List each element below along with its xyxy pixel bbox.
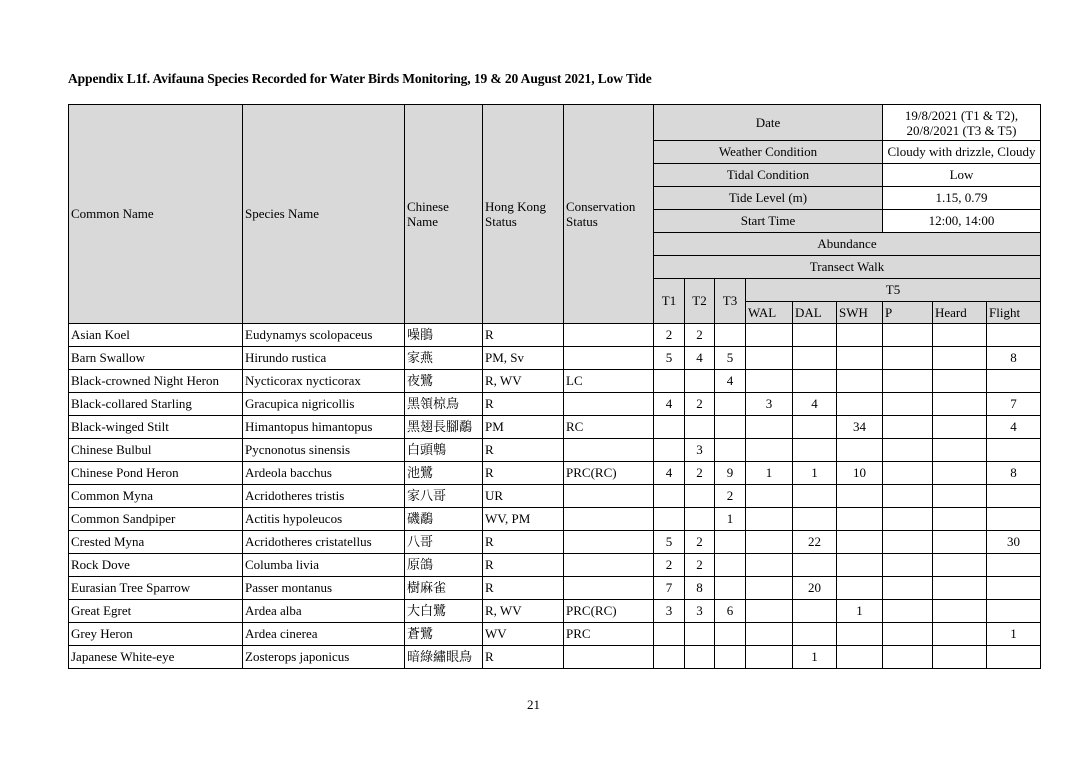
cell-dal (793, 554, 837, 577)
cell-p (883, 439, 933, 462)
cell-chinese-name: 家八哥 (405, 485, 483, 508)
header-conservation-status: Conservation Status (564, 105, 654, 324)
cell-chinese-name: 夜鷺 (405, 370, 483, 393)
cell-hk-status: UR (483, 485, 564, 508)
cell-t3 (715, 623, 746, 646)
cell-flight (987, 508, 1041, 531)
cell-p (883, 462, 933, 485)
cell-t2 (685, 508, 715, 531)
header-tide-level-label: Tide Level (m) (654, 187, 883, 210)
cell-heard (933, 393, 987, 416)
cell-t1: 2 (654, 554, 685, 577)
cell-p (883, 347, 933, 370)
cell-conservation-status: PRC (564, 623, 654, 646)
table-row (69, 416, 1041, 439)
page-number: 21 (527, 697, 540, 712)
cell-conservation-status: PRC(RC) (564, 600, 654, 623)
cell-species-name: Nycticorax nycticorax (243, 370, 405, 393)
cell-t2: 3 (685, 600, 715, 623)
cell-t1 (654, 485, 685, 508)
cell-conservation-status (564, 577, 654, 600)
avifauna-table (68, 104, 1041, 669)
header-date-value: 19/8/2021 (T1 & T2), 20/8/2021 (T3 & T5) (883, 105, 1041, 141)
cell-wal (746, 370, 793, 393)
cell-species-name: Passer montanus (243, 577, 405, 600)
cell-swh (837, 324, 883, 347)
cell-common-name: Black-crowned Night Heron (69, 370, 243, 393)
cell-dal: 1 (793, 462, 837, 485)
cell-swh: 1 (837, 600, 883, 623)
cell-species-name: Acridotheres tristis (243, 485, 405, 508)
cell-heard (933, 462, 987, 485)
cell-t2 (685, 646, 715, 669)
header-weather-value: Cloudy with drizzle, Cloudy (883, 141, 1041, 164)
cell-wal (746, 508, 793, 531)
cell-t2: 2 (685, 531, 715, 554)
cell-t3 (715, 439, 746, 462)
cell-t2: 2 (685, 462, 715, 485)
cell-t1 (654, 646, 685, 669)
cell-dal (793, 347, 837, 370)
cell-common-name: Common Myna (69, 485, 243, 508)
cell-dal: 20 (793, 577, 837, 600)
cell-flight: 30 (987, 531, 1041, 554)
header-species-name: Species Name (243, 105, 405, 324)
cell-heard (933, 531, 987, 554)
cell-chinese-name: 池鷺 (405, 462, 483, 485)
cell-dal (793, 508, 837, 531)
cell-conservation-status (564, 393, 654, 416)
cell-swh: 34 (837, 416, 883, 439)
header-wal: WAL (746, 302, 793, 324)
cell-t1 (654, 439, 685, 462)
header-heard: Heard (933, 302, 987, 324)
header-t1: T1 (654, 279, 685, 324)
cell-hk-status: R (483, 393, 564, 416)
cell-common-name: Eurasian Tree Sparrow (69, 577, 243, 600)
cell-conservation-status (564, 347, 654, 370)
cell-t1 (654, 370, 685, 393)
cell-heard (933, 646, 987, 669)
cell-conservation-status: RC (564, 416, 654, 439)
cell-dal (793, 439, 837, 462)
cell-wal (746, 439, 793, 462)
cell-t2: 8 (685, 577, 715, 600)
cell-common-name: Great Egret (69, 600, 243, 623)
cell-wal (746, 600, 793, 623)
header-tidal-label: Tidal Condition (654, 164, 883, 187)
appendix-title: Appendix L1f. Avifauna Species Recorded for Water Birds Monitoring, 19 & 20 August 2021, Low Tide (68, 71, 652, 86)
cell-heard (933, 485, 987, 508)
cell-swh (837, 439, 883, 462)
cell-t3 (715, 324, 746, 347)
cell-wal (746, 531, 793, 554)
header-t2: T2 (685, 279, 715, 324)
cell-conservation-status (564, 508, 654, 531)
cell-chinese-name: 噪鵑 (405, 324, 483, 347)
cell-common-name: Grey Heron (69, 623, 243, 646)
cell-conservation-status (564, 485, 654, 508)
cell-common-name: Barn Swallow (69, 347, 243, 370)
table-row (69, 393, 1041, 416)
cell-heard (933, 370, 987, 393)
header-hk-status: Hong Kong Status (483, 105, 564, 324)
cell-hk-status: R (483, 554, 564, 577)
cell-hk-status: R (483, 531, 564, 554)
table-row (69, 370, 1041, 393)
cell-flight: 8 (987, 347, 1041, 370)
header-swh: SWH (837, 302, 883, 324)
cell-common-name: Japanese White-eye (69, 646, 243, 669)
cell-swh (837, 623, 883, 646)
cell-wal (746, 324, 793, 347)
header-tide-level-value: 1.15, 0.79 (883, 187, 1041, 210)
cell-conservation-status: LC (564, 370, 654, 393)
cell-common-name: Black-winged Stilt (69, 416, 243, 439)
header-flight: Flight (987, 302, 1041, 324)
cell-p (883, 324, 933, 347)
cell-common-name: Rock Dove (69, 554, 243, 577)
cell-dal (793, 485, 837, 508)
header-start-time-label: Start Time (654, 210, 883, 233)
cell-hk-status: PM, Sv (483, 347, 564, 370)
cell-species-name: Zosterops japonicus (243, 646, 405, 669)
cell-heard (933, 324, 987, 347)
cell-t1: 3 (654, 600, 685, 623)
cell-p (883, 600, 933, 623)
cell-species-name: Ardeola bacchus (243, 462, 405, 485)
header-weather-label: Weather Condition (654, 141, 883, 164)
cell-chinese-name: 原鴿 (405, 554, 483, 577)
cell-t3: 5 (715, 347, 746, 370)
header-start-time-value: 12:00, 14:00 (883, 210, 1041, 233)
cell-t2 (685, 485, 715, 508)
cell-flight: 4 (987, 416, 1041, 439)
table-row (69, 485, 1041, 508)
header-common-name: Common Name (69, 105, 243, 324)
cell-t1 (654, 416, 685, 439)
cell-t1 (654, 623, 685, 646)
cell-t1: 4 (654, 393, 685, 416)
cell-species-name: Columba livia (243, 554, 405, 577)
cell-hk-status: WV (483, 623, 564, 646)
cell-wal: 3 (746, 393, 793, 416)
cell-t2 (685, 623, 715, 646)
cell-dal (793, 370, 837, 393)
cell-conservation-status (564, 324, 654, 347)
table-row (69, 439, 1041, 462)
cell-swh (837, 531, 883, 554)
cell-t2: 2 (685, 324, 715, 347)
cell-heard (933, 600, 987, 623)
cell-t3 (715, 416, 746, 439)
cell-species-name: Actitis hypoleucos (243, 508, 405, 531)
cell-species-name: Eudynamys scolopaceus (243, 324, 405, 347)
cell-wal (746, 646, 793, 669)
cell-conservation-status (564, 646, 654, 669)
cell-flight (987, 370, 1041, 393)
cell-swh (837, 646, 883, 669)
cell-hk-status: R (483, 646, 564, 669)
cell-species-name: Himantopus himantopus (243, 416, 405, 439)
header-abundance: Abundance (654, 233, 1041, 256)
cell-swh (837, 393, 883, 416)
cell-p (883, 508, 933, 531)
cell-heard (933, 554, 987, 577)
cell-t2 (685, 416, 715, 439)
cell-t3 (715, 393, 746, 416)
cell-t3 (715, 554, 746, 577)
cell-t3: 9 (715, 462, 746, 485)
cell-p (883, 531, 933, 554)
cell-hk-status: R, WV (483, 600, 564, 623)
cell-chinese-name: 暗綠繡眼鳥 (405, 646, 483, 669)
cell-chinese-name: 白頭鵯 (405, 439, 483, 462)
table-row (69, 347, 1041, 370)
cell-wal (746, 577, 793, 600)
cell-dal (793, 600, 837, 623)
cell-heard (933, 416, 987, 439)
cell-heard (933, 347, 987, 370)
cell-t1: 5 (654, 347, 685, 370)
cell-t3: 4 (715, 370, 746, 393)
cell-p (883, 416, 933, 439)
cell-chinese-name: 大白鷺 (405, 600, 483, 623)
cell-common-name: Asian Koel (69, 324, 243, 347)
cell-p (883, 485, 933, 508)
cell-wal: 1 (746, 462, 793, 485)
cell-hk-status: R (483, 462, 564, 485)
table-row (69, 646, 1041, 669)
cell-t1: 7 (654, 577, 685, 600)
table-row (69, 623, 1041, 646)
cell-flight (987, 554, 1041, 577)
cell-flight: 8 (987, 462, 1041, 485)
cell-species-name: Pycnonotus sinensis (243, 439, 405, 462)
cell-common-name: Crested Myna (69, 531, 243, 554)
header-transect-walk: Transect Walk (654, 256, 1041, 279)
table-row (69, 554, 1041, 577)
table-row (69, 462, 1041, 485)
cell-t3: 2 (715, 485, 746, 508)
cell-t3 (715, 577, 746, 600)
header-dal: DAL (793, 302, 837, 324)
cell-p (883, 370, 933, 393)
header-date-label: Date (654, 105, 883, 141)
cell-species-name: Gracupica nigricollis (243, 393, 405, 416)
cell-dal (793, 623, 837, 646)
cell-chinese-name: 磯鷸 (405, 508, 483, 531)
table-row (69, 324, 1041, 347)
cell-p (883, 623, 933, 646)
cell-t1 (654, 508, 685, 531)
cell-swh (837, 577, 883, 600)
cell-common-name: Chinese Bulbul (69, 439, 243, 462)
header-p: P (883, 302, 933, 324)
cell-t3 (715, 531, 746, 554)
cell-swh (837, 485, 883, 508)
cell-flight (987, 485, 1041, 508)
cell-wal (746, 554, 793, 577)
cell-swh (837, 347, 883, 370)
cell-hk-status: R (483, 324, 564, 347)
cell-t2: 3 (685, 439, 715, 462)
header-chinese-name: Chinese Name (405, 105, 483, 324)
cell-conservation-status (564, 439, 654, 462)
cell-t2 (685, 370, 715, 393)
cell-swh (837, 508, 883, 531)
cell-t3: 1 (715, 508, 746, 531)
cell-chinese-name: 八哥 (405, 531, 483, 554)
header-t3: T3 (715, 279, 746, 324)
cell-species-name: Acridotheres cristatellus (243, 531, 405, 554)
cell-wal (746, 485, 793, 508)
cell-chinese-name: 樹麻雀 (405, 577, 483, 600)
cell-dal: 22 (793, 531, 837, 554)
cell-conservation-status (564, 531, 654, 554)
cell-flight: 7 (987, 393, 1041, 416)
cell-common-name: Chinese Pond Heron (69, 462, 243, 485)
cell-dal (793, 324, 837, 347)
cell-flight (987, 439, 1041, 462)
cell-common-name: Black-collared Starling (69, 393, 243, 416)
cell-dal: 1 (793, 646, 837, 669)
cell-flight (987, 600, 1041, 623)
cell-hk-status: PM (483, 416, 564, 439)
cell-species-name: Ardea alba (243, 600, 405, 623)
cell-conservation-status (564, 554, 654, 577)
table-row (69, 600, 1041, 623)
cell-t3: 6 (715, 600, 746, 623)
cell-flight: 1 (987, 623, 1041, 646)
cell-t2: 4 (685, 347, 715, 370)
cell-species-name: Hirundo rustica (243, 347, 405, 370)
cell-flight (987, 324, 1041, 347)
cell-heard (933, 623, 987, 646)
cell-t1: 5 (654, 531, 685, 554)
cell-heard (933, 508, 987, 531)
table-row (69, 531, 1041, 554)
cell-hk-status: R (483, 577, 564, 600)
cell-hk-status: R (483, 439, 564, 462)
cell-t2: 2 (685, 393, 715, 416)
cell-heard (933, 439, 987, 462)
cell-t3 (715, 646, 746, 669)
cell-heard (933, 577, 987, 600)
table-row (69, 508, 1041, 531)
cell-wal (746, 623, 793, 646)
table-row (69, 577, 1041, 600)
cell-swh: 10 (837, 462, 883, 485)
cell-hk-status: R, WV (483, 370, 564, 393)
cell-t1: 2 (654, 324, 685, 347)
cell-t1: 4 (654, 462, 685, 485)
cell-common-name: Common Sandpiper (69, 508, 243, 531)
cell-t2: 2 (685, 554, 715, 577)
cell-chinese-name: 蒼鷺 (405, 623, 483, 646)
cell-p (883, 393, 933, 416)
cell-chinese-name: 黑翅長腳鷸 (405, 416, 483, 439)
cell-swh (837, 554, 883, 577)
cell-hk-status: WV, PM (483, 508, 564, 531)
cell-conservation-status: PRC(RC) (564, 462, 654, 485)
cell-p (883, 577, 933, 600)
cell-p (883, 646, 933, 669)
cell-wal (746, 416, 793, 439)
cell-dal: 4 (793, 393, 837, 416)
cell-wal (746, 347, 793, 370)
header-t5: T5 (746, 279, 1041, 302)
cell-dal (793, 416, 837, 439)
cell-flight (987, 577, 1041, 600)
cell-p (883, 554, 933, 577)
cell-chinese-name: 黑領椋鳥 (405, 393, 483, 416)
cell-flight (987, 646, 1041, 669)
table-body (69, 324, 1041, 669)
cell-swh (837, 370, 883, 393)
cell-species-name: Ardea cinerea (243, 623, 405, 646)
header-tidal-value: Low (883, 164, 1041, 187)
cell-chinese-name: 家燕 (405, 347, 483, 370)
